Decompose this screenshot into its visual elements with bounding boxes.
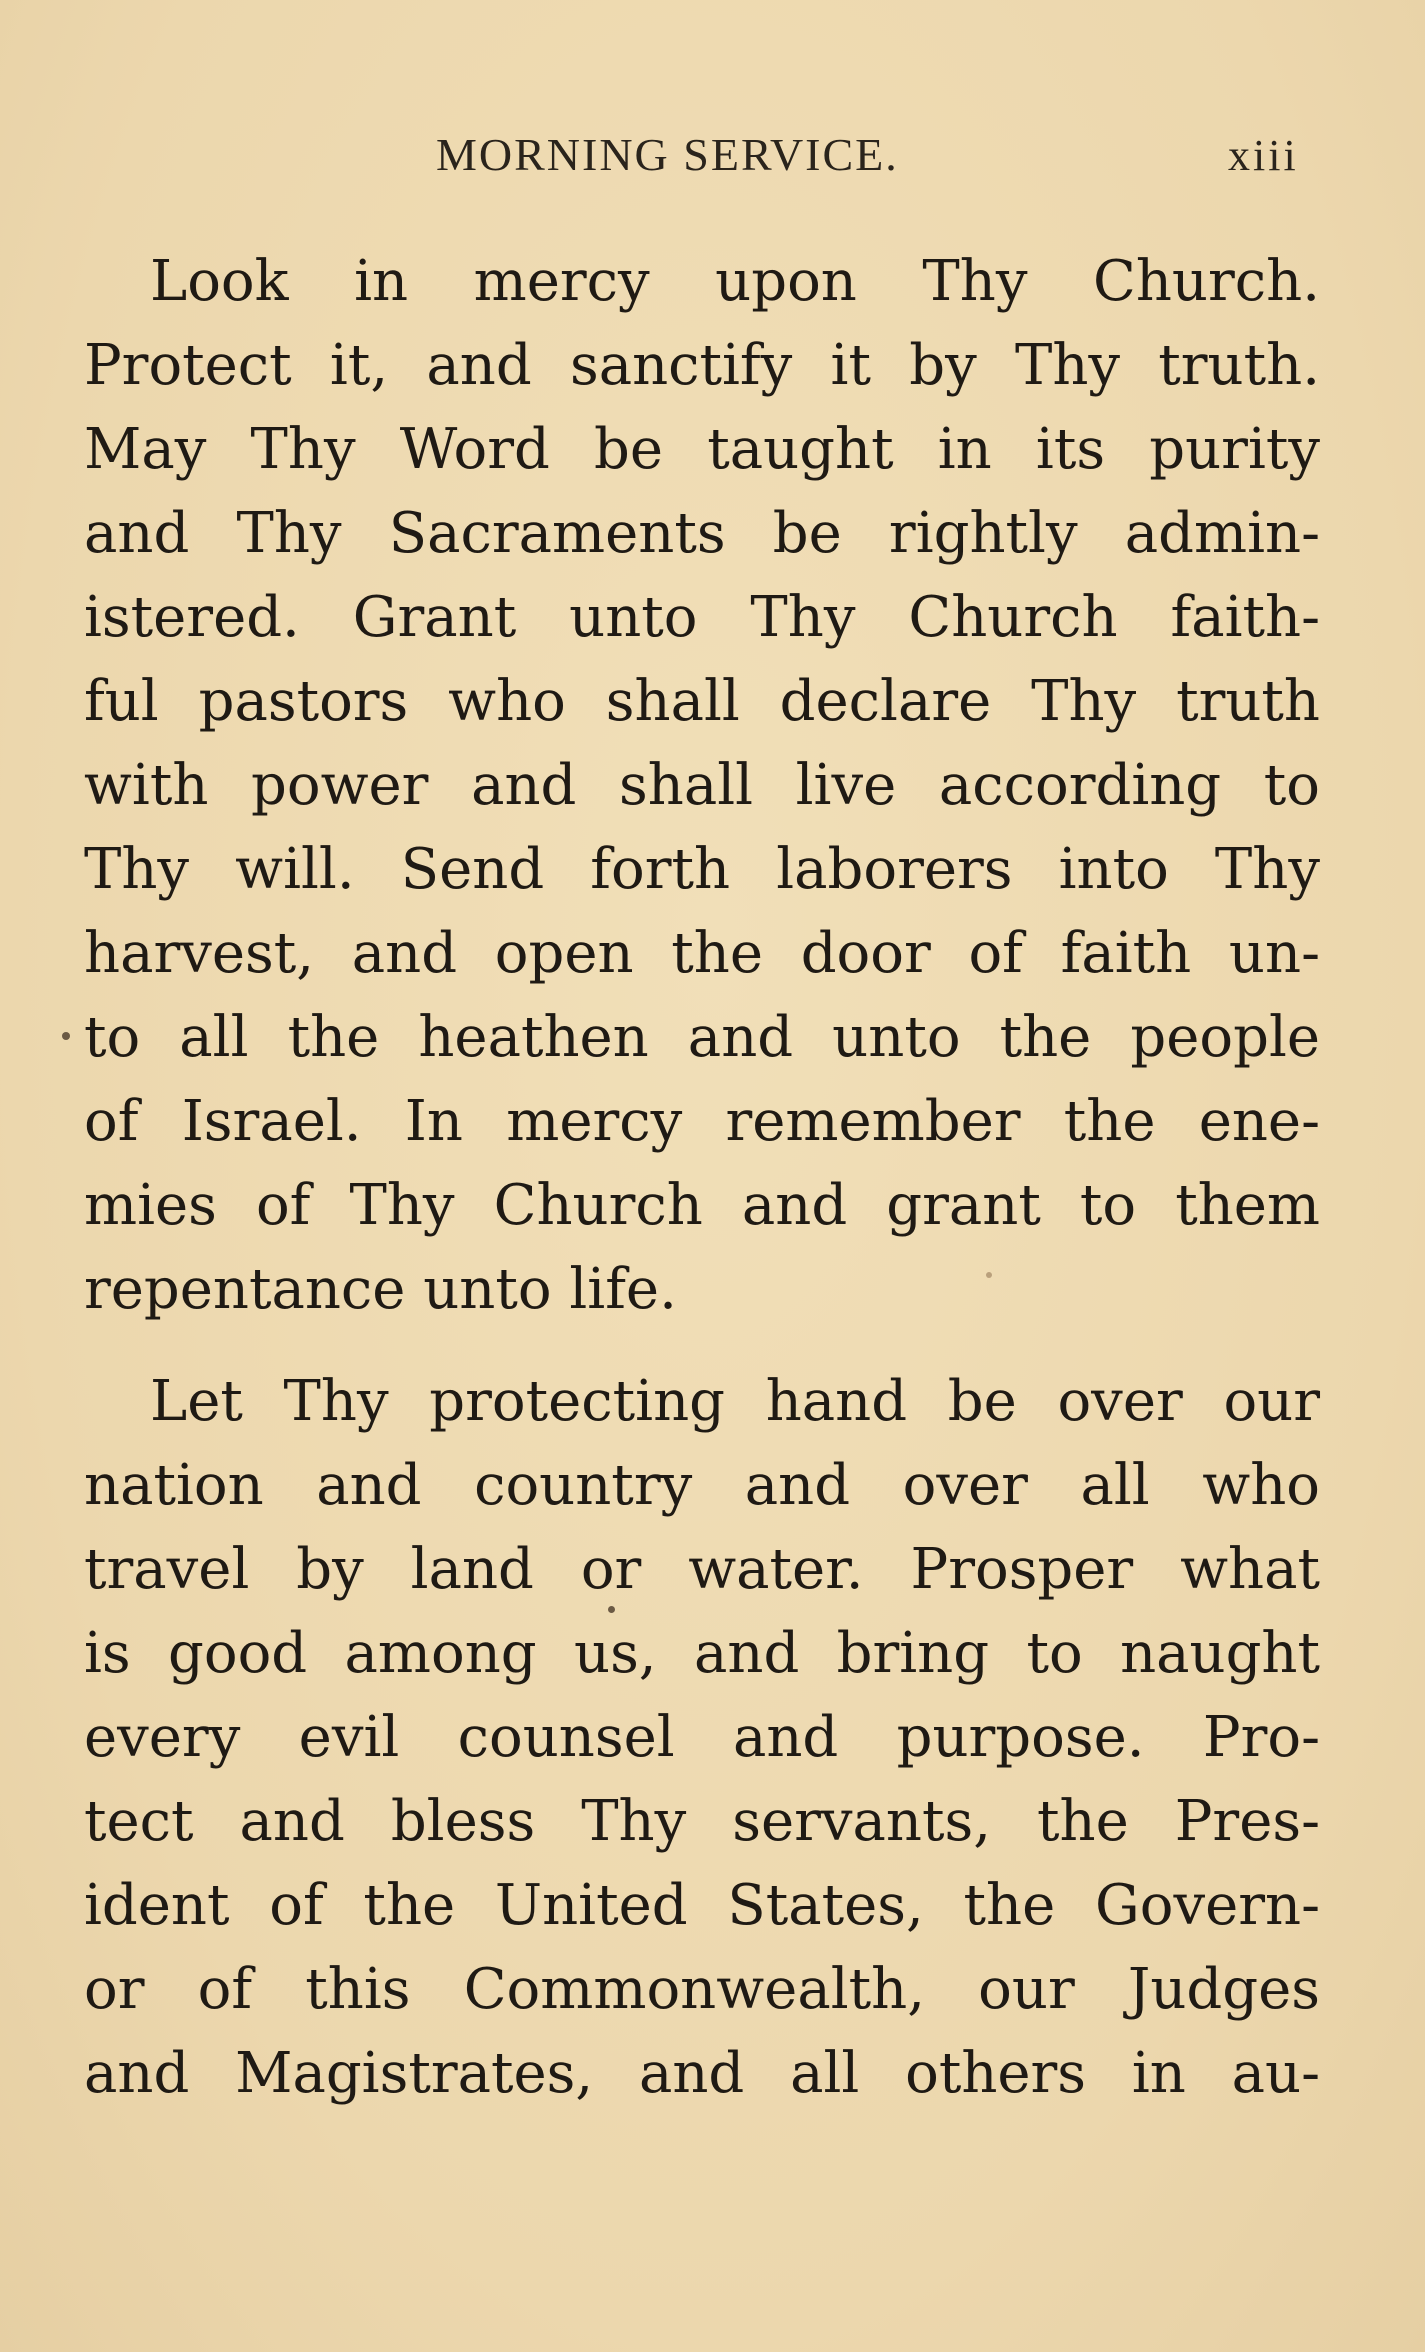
text-line: and Magistrates, and all others in au-	[84, 2041, 1320, 2106]
running-title: MORNING SERVICE.	[436, 129, 899, 180]
text-line: of Israel. In mercy remember the ene-	[84, 1089, 1320, 1154]
text-line: or of this Commonwealth, our Judges	[84, 1957, 1320, 2022]
text-line: Thy will. Send forth laborers into Thy	[84, 837, 1320, 902]
text-line: Protect it, and sanctify it by Thy truth.	[84, 333, 1320, 398]
text-line: tect and bless Thy servants, the Pres-	[84, 1789, 1320, 1854]
text-line: harvest, and open the door of faith un-	[84, 921, 1320, 986]
text-line: travel by land or water. Prosper what	[84, 1537, 1320, 1602]
paragraph-nation	[84, 1360, 1320, 2116]
page-number: xiii	[1228, 131, 1299, 180]
paper-speck	[62, 1032, 70, 1040]
text-line: istered. Grant unto Thy Church faith-	[84, 585, 1320, 650]
paragraph-church	[84, 240, 1320, 1332]
text-line: May Thy Word be taught in its purity	[84, 417, 1320, 482]
text-line: with power and shall live according to	[84, 753, 1320, 818]
body-text	[84, 240, 1320, 2116]
text-line: Look in mercy upon Thy Church.	[150, 249, 1320, 314]
text-line: is good among us, and bring to naught	[84, 1621, 1320, 1686]
text-line: and Thy Sacraments be rightly admin-	[84, 501, 1320, 566]
text-line: nation and country and over all who	[84, 1453, 1320, 1518]
text-line: ident of the United States, the Govern-	[84, 1873, 1320, 1938]
text-line: mies of Thy Church and grant to them	[84, 1173, 1320, 1238]
text-line: to all the heathen and unto the people	[84, 1005, 1320, 1070]
text-line: ful pastors who shall declare Thy truth	[84, 669, 1320, 734]
text-line: repentance unto life.	[84, 1257, 677, 1322]
text-line: every evil counsel and purpose. Pro-	[84, 1705, 1320, 1770]
paper-speck	[608, 1606, 615, 1613]
paper-speck	[986, 1272, 992, 1278]
text-line: Let Thy protecting hand be over our	[150, 1369, 1320, 1434]
running-head	[0, 128, 1425, 188]
